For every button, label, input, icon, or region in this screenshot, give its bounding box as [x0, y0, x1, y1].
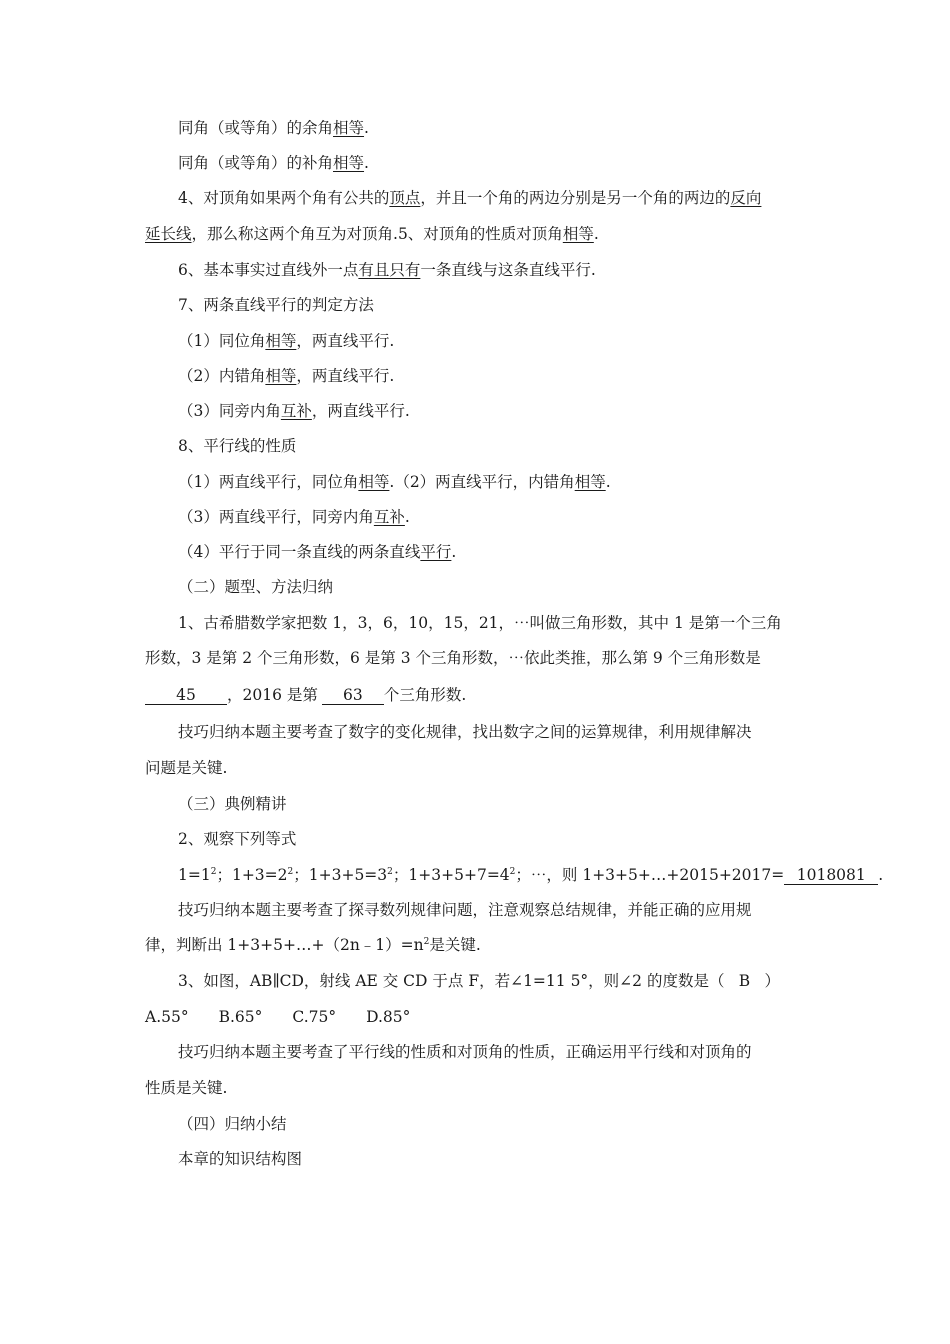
- text: 本章的知识结构图: [178, 1150, 303, 1168]
- text: 3、如图，AB∥CD，射线 AE 交 CD 于点 F，若∠1=11 5°，则∠2 的度数是（: [178, 972, 725, 990]
- text: .: [364, 154, 369, 172]
- text: （3）同旁内角: [178, 402, 281, 420]
- text: ，两直线平行.: [311, 402, 410, 420]
- answer-blank: 45: [145, 686, 227, 705]
- answer-underlined: 相等: [562, 225, 594, 243]
- line-tip-3-cont: [145, 1078, 227, 1098]
- text: （1）两直线平行，同位角: [178, 473, 359, 491]
- answer-underlined: 相等: [333, 154, 365, 172]
- text: 一条直线与这条直线平行.: [420, 261, 596, 279]
- option-b: B.65°: [218, 1008, 263, 1026]
- section-heading-2: [178, 577, 333, 597]
- line-property-4: [178, 542, 456, 562]
- line-heading-parallel-properties: [178, 436, 296, 456]
- line-complement-angles: [178, 118, 369, 138]
- line-problem-1-cont: [145, 648, 761, 668]
- text: .: [364, 119, 369, 137]
- answer-underlined: 相等: [358, 473, 390, 491]
- text: 技巧归纳本题主要考查了探寻数列规律问题，注意观察总结规律，并能正确的应用规: [178, 901, 752, 919]
- answer-underlined: 相等: [574, 473, 606, 491]
- line-property-1-2: [178, 472, 611, 492]
- line-property-3: [178, 507, 410, 527]
- answer-underlined: 互补: [280, 402, 312, 420]
- line-criterion-2: [178, 366, 394, 386]
- text: 同角（或等角）的补角: [178, 154, 334, 172]
- text: .（2）两直线平行，内错角: [389, 473, 575, 491]
- line-vertical-angles-def-cont: [145, 224, 599, 244]
- line-problem-2: [178, 829, 296, 849]
- text: .: [404, 508, 410, 526]
- text: ，两直线平行.: [296, 332, 395, 350]
- line-parallel-axiom: [178, 260, 596, 280]
- answer-underlined: 相等: [333, 119, 365, 137]
- option-d: D.85°: [366, 1008, 411, 1026]
- superscript: 2: [287, 867, 294, 877]
- answer-underlined: 相等: [265, 367, 297, 385]
- text: （2）内错角: [178, 367, 266, 385]
- text: （四）归纳小结: [178, 1115, 287, 1133]
- text: ，并且一个角的两边分别是另一个角的两边的: [420, 189, 731, 207]
- text: （4）平行于同一条直线的两条直线: [178, 543, 421, 561]
- text: （二）题型、方法归纳: [178, 578, 334, 596]
- superscript: 2: [509, 867, 516, 877]
- text: ；1+3+5=3: [293, 866, 388, 884]
- text: 性质是关键.: [145, 1079, 228, 1097]
- line-problem-3: [178, 971, 780, 991]
- text: ，那么称这两个角互为对顶角.5、对顶角的性质对顶角: [191, 225, 563, 243]
- answer-underlined: 相等: [265, 332, 297, 350]
- line-tip-1-cont: [145, 758, 227, 778]
- text: 4、对顶角如果两个角有公共的: [178, 189, 390, 207]
- text: 7、两条直线平行的判定方法: [178, 296, 374, 314]
- superscript: 2: [423, 937, 430, 947]
- line-heading-parallel-criteria: [178, 295, 374, 315]
- superscript: 2: [210, 867, 217, 877]
- line-problem-1: [178, 613, 782, 633]
- text: .: [451, 543, 457, 561]
- text: .: [605, 473, 611, 491]
- line-supplement-angles: [178, 153, 369, 173]
- answer-blank: 1018081: [784, 866, 878, 885]
- superscript: 2: [387, 867, 393, 877]
- text: 8、平行线的性质: [178, 437, 297, 455]
- text: 形数，3 是第 2 个三角形数，6 是第 3 个三角形数，⋯依此类推，那么第 9 个三角形数是: [145, 649, 761, 667]
- line-criterion-1: [178, 331, 394, 351]
- text: 技巧归纳本题主要考查了平行线的性质和对顶角的性质，正确运用平行线和对顶角的: [178, 1043, 752, 1061]
- text: 技巧归纳本题主要考查了数字的变化规律，找出数字之间的运算规律，利用规律解决: [178, 723, 752, 741]
- line-tip-2-cont: [145, 935, 481, 955]
- text: 1=1: [178, 866, 211, 884]
- section-heading-3: [178, 794, 287, 814]
- text: ，2016 是第: [227, 686, 318, 704]
- line-tip-1: [178, 722, 752, 742]
- text: 2、观察下列等式: [178, 830, 297, 848]
- text: ，两直线平行.: [296, 367, 395, 385]
- line-problem-1-answers: [145, 685, 466, 705]
- text: 6、基本事实过直线外一点: [178, 261, 359, 279]
- text: ；1+3=2: [216, 866, 288, 884]
- answer-underlined: 平行: [420, 543, 452, 561]
- answer-underlined: 顶点: [389, 189, 421, 207]
- answer-underlined: 有且只有: [358, 261, 421, 279]
- section-heading-4: [178, 1114, 287, 1134]
- text: 律，判断出 1+3+5+…+（2n﹣1）=n: [145, 936, 424, 954]
- text: ；1+3+5+7=4: [392, 866, 510, 884]
- text: 同角（或等角）的余角: [178, 119, 334, 137]
- text: 1、古希腊数学家把数 1，3，6，10，15，21，⋯叫做三角形数，其中 1 是第一个三角: [178, 614, 782, 632]
- line-tip-3: [178, 1042, 752, 1062]
- answer-underlined: 延长线: [145, 225, 192, 243]
- text: 个三角形数.: [383, 686, 467, 704]
- text: 是关键.: [429, 936, 481, 954]
- answer-choice: B: [738, 972, 751, 990]
- text: （1）同位角: [178, 332, 266, 350]
- text: （三）典例精讲: [178, 795, 287, 813]
- answer-underlined: 反向: [730, 189, 762, 207]
- text: （3）两直线平行，同旁内角: [178, 508, 374, 526]
- line-criterion-3: [178, 401, 410, 421]
- text: 问题是关键.: [145, 759, 228, 777]
- text: ；⋯，则 1+3+5+…+2015+2017=: [515, 866, 785, 884]
- text: .: [878, 866, 884, 884]
- line-tip-2: [178, 900, 752, 920]
- line-options: [145, 1007, 410, 1027]
- line-vertical-angles-def: [178, 188, 761, 208]
- option-a: A.55°: [145, 1008, 189, 1026]
- text: .: [593, 225, 599, 243]
- answer-underlined: 互补: [373, 508, 405, 526]
- line-structure-diagram-title: [178, 1149, 302, 1169]
- text: ）: [764, 972, 780, 990]
- line-equations: [178, 865, 883, 885]
- answer-blank: 63: [322, 686, 384, 705]
- option-c: C.75°: [292, 1008, 337, 1026]
